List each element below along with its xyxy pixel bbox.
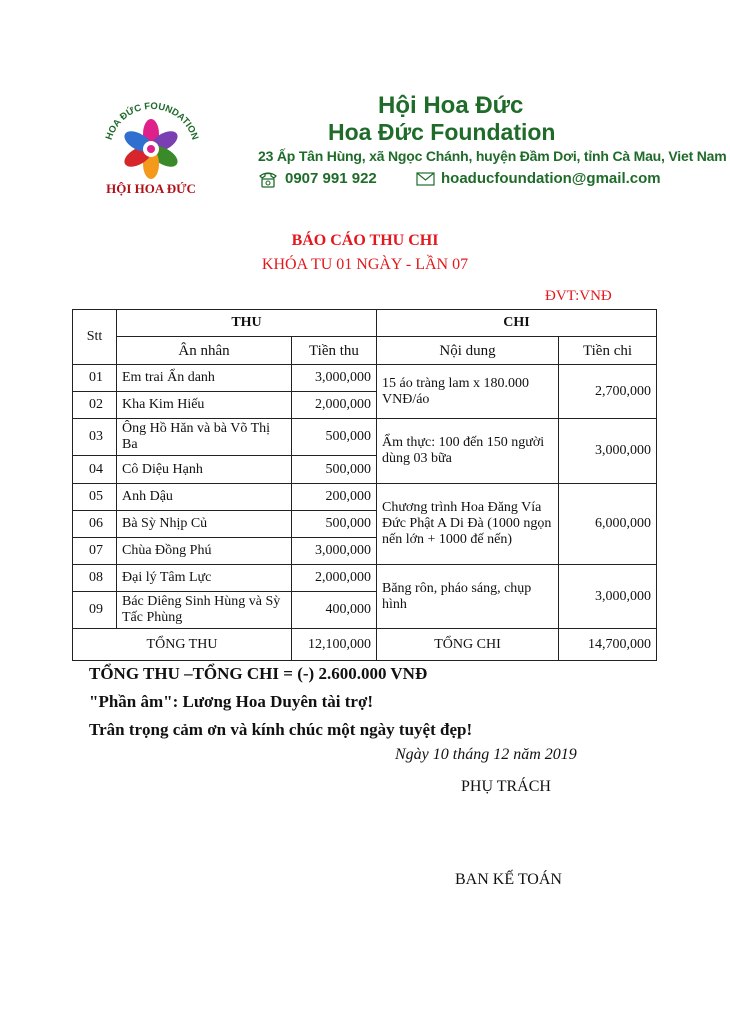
logo-bottom-text: HỘI HOA ĐỨC	[106, 181, 196, 196]
mail-icon	[416, 172, 435, 186]
row-amount: 2,000,000	[292, 392, 377, 419]
header-donor: Ân nhân	[117, 337, 292, 365]
org-address: 23 Ấp Tân Hùng, xã Ngọc Chánh, huyện Đầm Dơi, tỉnh Cà Mau, Viet Nam	[258, 148, 727, 164]
total-income-label: TỔNG THU	[73, 629, 292, 661]
row-donor: Bác Diêng Sinh Hùng và Sỳ Tấc Phùng	[117, 592, 292, 629]
row-amount: 200,000	[292, 484, 377, 511]
lotus-icon	[121, 119, 181, 179]
phone-icon	[258, 170, 278, 188]
org-phone: 0907 991 922	[285, 170, 377, 187]
row-stt: 09	[73, 592, 117, 629]
header-chi: CHI	[377, 310, 657, 337]
currency-unit: ĐVT:VNĐ	[545, 288, 612, 304]
report-date: Ngày 10 tháng 12 năm 2019	[395, 746, 577, 763]
row-donor: Anh Dậu	[117, 484, 292, 511]
row-amount: 2,000,000	[292, 565, 377, 592]
row-stt: 07	[73, 538, 117, 565]
table-row	[73, 419, 657, 456]
expense-content: Ẩm thực: 100 đến 150 người dùng 03 bữa	[377, 419, 559, 484]
row-amount: 500,000	[292, 419, 377, 456]
header-thu: THU	[117, 310, 377, 337]
row-amount: 3,000,000	[292, 365, 377, 392]
expense-content: Băng rôn, pháo sáng, chụp hình	[377, 565, 559, 629]
row-stt: 03	[73, 419, 117, 456]
row-stt: 08	[73, 565, 117, 592]
responsible-signature: PHỤ TRÁCH	[461, 778, 551, 795]
row-amount: 500,000	[292, 511, 377, 538]
org-name-en: Hoa Đức Foundation	[328, 119, 556, 145]
org-name: Hội Hoa Đức	[378, 92, 524, 119]
income-expense-table	[72, 309, 657, 661]
table-row	[73, 365, 657, 392]
logo-arc-text: HOA ĐỨC FOUNDATION	[103, 100, 201, 142]
report-title: BÁO CÁO THU CHI	[291, 232, 439, 249]
expense-amount: 6,000,000	[559, 484, 657, 565]
accountant-signature: BAN KẾ TOÁN	[455, 871, 562, 888]
sponsor-note: "Phần âm": Lương Hoa Duyên tài trợ!	[89, 692, 374, 711]
row-stt: 06	[73, 511, 117, 538]
total-income: 12,100,000	[292, 629, 377, 661]
total-expense: 14,700,000	[559, 629, 657, 661]
balance-summary: TỔNG THU –TỔNG CHI = (-) 2.600.000 VNĐ	[89, 664, 428, 683]
expense-content: 15 áo tràng lam x 180.000 VNĐ/áo	[377, 365, 559, 419]
row-stt: 05	[73, 484, 117, 511]
row-amount: 500,000	[292, 456, 377, 484]
header-income: Tiền thu	[292, 337, 377, 365]
row-donor: Em trai Ẩn danh	[117, 365, 292, 392]
table-row	[73, 565, 657, 592]
row-donor: Cô Diệu Hạnh	[117, 456, 292, 484]
row-donor: Ông Hồ Hăn và bà Võ Thị Ba	[117, 419, 292, 456]
header-content: Nội dung	[377, 337, 559, 365]
table-row	[73, 484, 657, 511]
row-stt: 02	[73, 392, 117, 419]
foundation-logo	[88, 89, 215, 207]
expense-amount: 3,000,000	[559, 419, 657, 484]
expense-content: Chương trình Hoa Đăng Vía Đức Phật A Di Đà (1000 ngọn nến lớn + 1000 đế nến)	[377, 484, 559, 565]
org-email: hoaducfoundation@gmail.com	[441, 170, 661, 187]
row-donor: Chùa Đồng Phú	[117, 538, 292, 565]
report-subtitle: KHÓA TU 01 NGÀY - LẦN 07	[261, 256, 469, 273]
row-amount: 400,000	[292, 592, 377, 629]
thanks-note: Trân trọng cảm ơn và kính chúc một ngày tuyệt đẹp!	[89, 720, 473, 739]
header-expense: Tiền chi	[559, 337, 657, 365]
row-donor: Kha Kim Hiếu	[117, 392, 292, 419]
total-expense-label: TỔNG CHI	[377, 629, 559, 661]
row-amount: 3,000,000	[292, 538, 377, 565]
expense-amount: 3,000,000	[559, 565, 657, 629]
header-stt: Stt	[73, 310, 117, 365]
totals-row	[73, 629, 657, 661]
row-stt: 04	[73, 456, 117, 484]
row-donor: Bà Sỳ Nhịp Củ	[117, 511, 292, 538]
row-stt: 01	[73, 365, 117, 392]
row-donor: Đại lý Tâm Lực	[117, 565, 292, 592]
expense-amount: 2,700,000	[559, 365, 657, 419]
